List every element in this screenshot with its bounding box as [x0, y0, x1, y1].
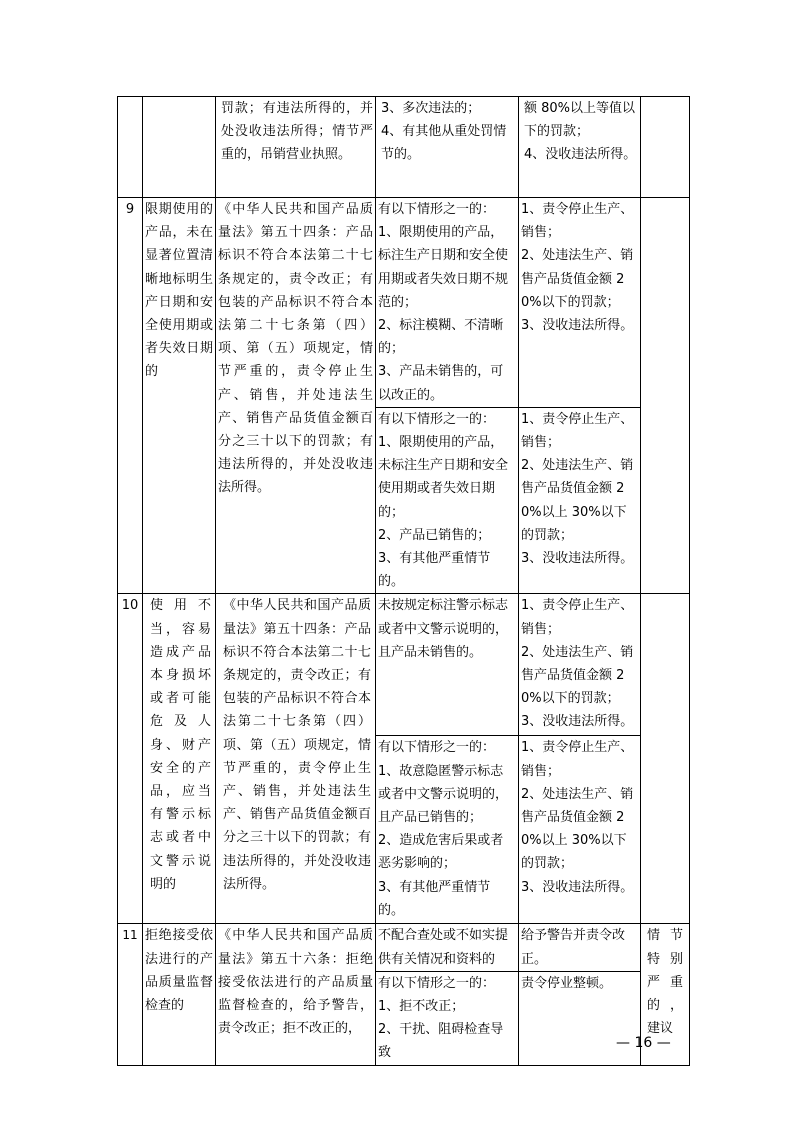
cell-basis: 《中华人民共和国产品质量法》第五十四条：产品标识不符合本法第二十七条规定的，责令改正；有包装的产品标识不符合本法第二十七条第（四）项、第（五）项规定，情节严重的，责令停止生产、销售，并处违法生产、销售产品货值金额百分之三十以下的罚款；有违法所得的，并处没收违法所得。 [216, 594, 376, 924]
cell-situation [376, 407, 519, 594]
cell-basis: 《中华人民共和国产品质量法》第五十六条：拒绝接受依法进行的产品质量监督检查的，给予警告，责令改正；拒不改正的， [216, 924, 376, 1065]
situation-text: 有以下情形之一的： 1、拒不改正； 2、干扰、阻碍检查导致 [378, 975, 504, 1061]
page-number: — 16 — [616, 1035, 671, 1051]
cell-note: 情节特别严重的，建议 [641, 924, 690, 1065]
table-row [118, 198, 690, 408]
cell-note [641, 97, 690, 198]
cell-behavior: 限期使用的产品，未在显著位置清晰地标明生产日期和安全使用期或者失效日期的 [143, 198, 216, 594]
penalty-text: 1、责令停止生产、销售； 2、处违法生产、销售产品货值金额 20%以上 30%以下的罚款； 3、没收违法所得。 [521, 411, 634, 567]
penalty-text: 给予警告并责令改正。 [521, 928, 626, 967]
cell-penalty [519, 407, 641, 594]
penalty-text: 额 80%以上等值以下的罚款； 4、没收违法所得。 [524, 101, 637, 163]
cell-penalty [519, 594, 641, 736]
penalty-text: 1、责令停止生产、销售； 2、处违法生产、销售产品货值金额 20%以下的罚款； 3、没收违法所得。 [521, 202, 634, 334]
cell-note [641, 198, 690, 594]
cell-situation [376, 736, 519, 924]
cell-situation [376, 198, 519, 408]
cell-situation [376, 924, 519, 971]
table-row [118, 594, 690, 736]
penalty-text: 1、责令停止生产、销售； 2、处违法生产、销售产品货值金额 20%以上 30%以下的罚款； 3、没收违法所得。 [521, 740, 634, 895]
cell-number [118, 97, 143, 198]
item-number: 10 [118, 594, 143, 924]
cell-penalty [519, 736, 641, 924]
penalty-standard-table [117, 96, 690, 1066]
situation-text: 未按规定标注警示标志或者中文警示说明的，且产品未销售的。 [378, 598, 509, 660]
situation-text: 3、多次违法的； 4、有其他从重处罚情节的。 [381, 101, 507, 163]
cell-behavior: 使用不当，容易造成产品本身损坏或者可能危及人身、财产安全的产品，应当有警示标志或者中文警示说明的 [143, 594, 216, 924]
cell-basis: 《中华人民共和国产品质量法》第五十四条：产品标识不符合本法第二十七条规定的，责令改正；有包装的产品标识不符合本法第二十七条第（四）项、第（五）项规定，情节严重的，责令停止生产、销售，并处违法生产、销售产品货值金额百分之三十以下的罚款；有违法所得的，并处没收违法所得。 [216, 198, 376, 594]
cell-penalty [519, 924, 641, 971]
cell-behavior [143, 97, 216, 198]
cell-penalty [519, 198, 641, 408]
table-row-continued [118, 97, 690, 198]
cell-penalty [519, 97, 641, 198]
penalty-text: 1、责令停止生产、销售； 2、处违法生产、销售产品货值金额 20%以下的罚款； 3、没收违法所得。 [521, 598, 634, 730]
table-row [118, 924, 690, 971]
cell-situation [376, 594, 519, 736]
cell-situation [376, 97, 519, 198]
situation-text: 有以下情形之一的： 1、限期使用的产品，标注生产日期和安全使用期或者失效日期不规范的； 2、标注模糊、不清晰的； 3、产品未销售的，可以改正的。 [378, 202, 509, 403]
situation-text: 有以下情形之一的： 1、限期使用的产品，未标注生产日期和安全使用期或者失效日期的； 2、产品已销售的； 3、有其他严重情节的。 [378, 411, 509, 590]
cell-penalty [519, 971, 641, 1065]
cell-behavior: 拒绝接受依法进行的产品质量监督检查的 [143, 924, 216, 1065]
cell-note [641, 594, 690, 924]
cell-situation [376, 971, 519, 1065]
item-number: 9 [118, 198, 143, 594]
situation-text: 不配合查处或不如实提供有关情况和资料的 [378, 928, 509, 967]
penalty-text: 责令停业整顿。 [521, 975, 613, 991]
item-number: 11 [118, 924, 143, 1065]
cell-basis: 罚款；有违法所得的，并处没收违法所得；情节严重的，吊销营业执照。 [216, 97, 376, 198]
situation-text: 有以下情形之一的： 1、故意隐匿警示标志或者中文警示说明的，且产品已销售的； 2、造成危害后果或者恶劣影响的； 3、有其他严重情节的。 [378, 740, 509, 918]
